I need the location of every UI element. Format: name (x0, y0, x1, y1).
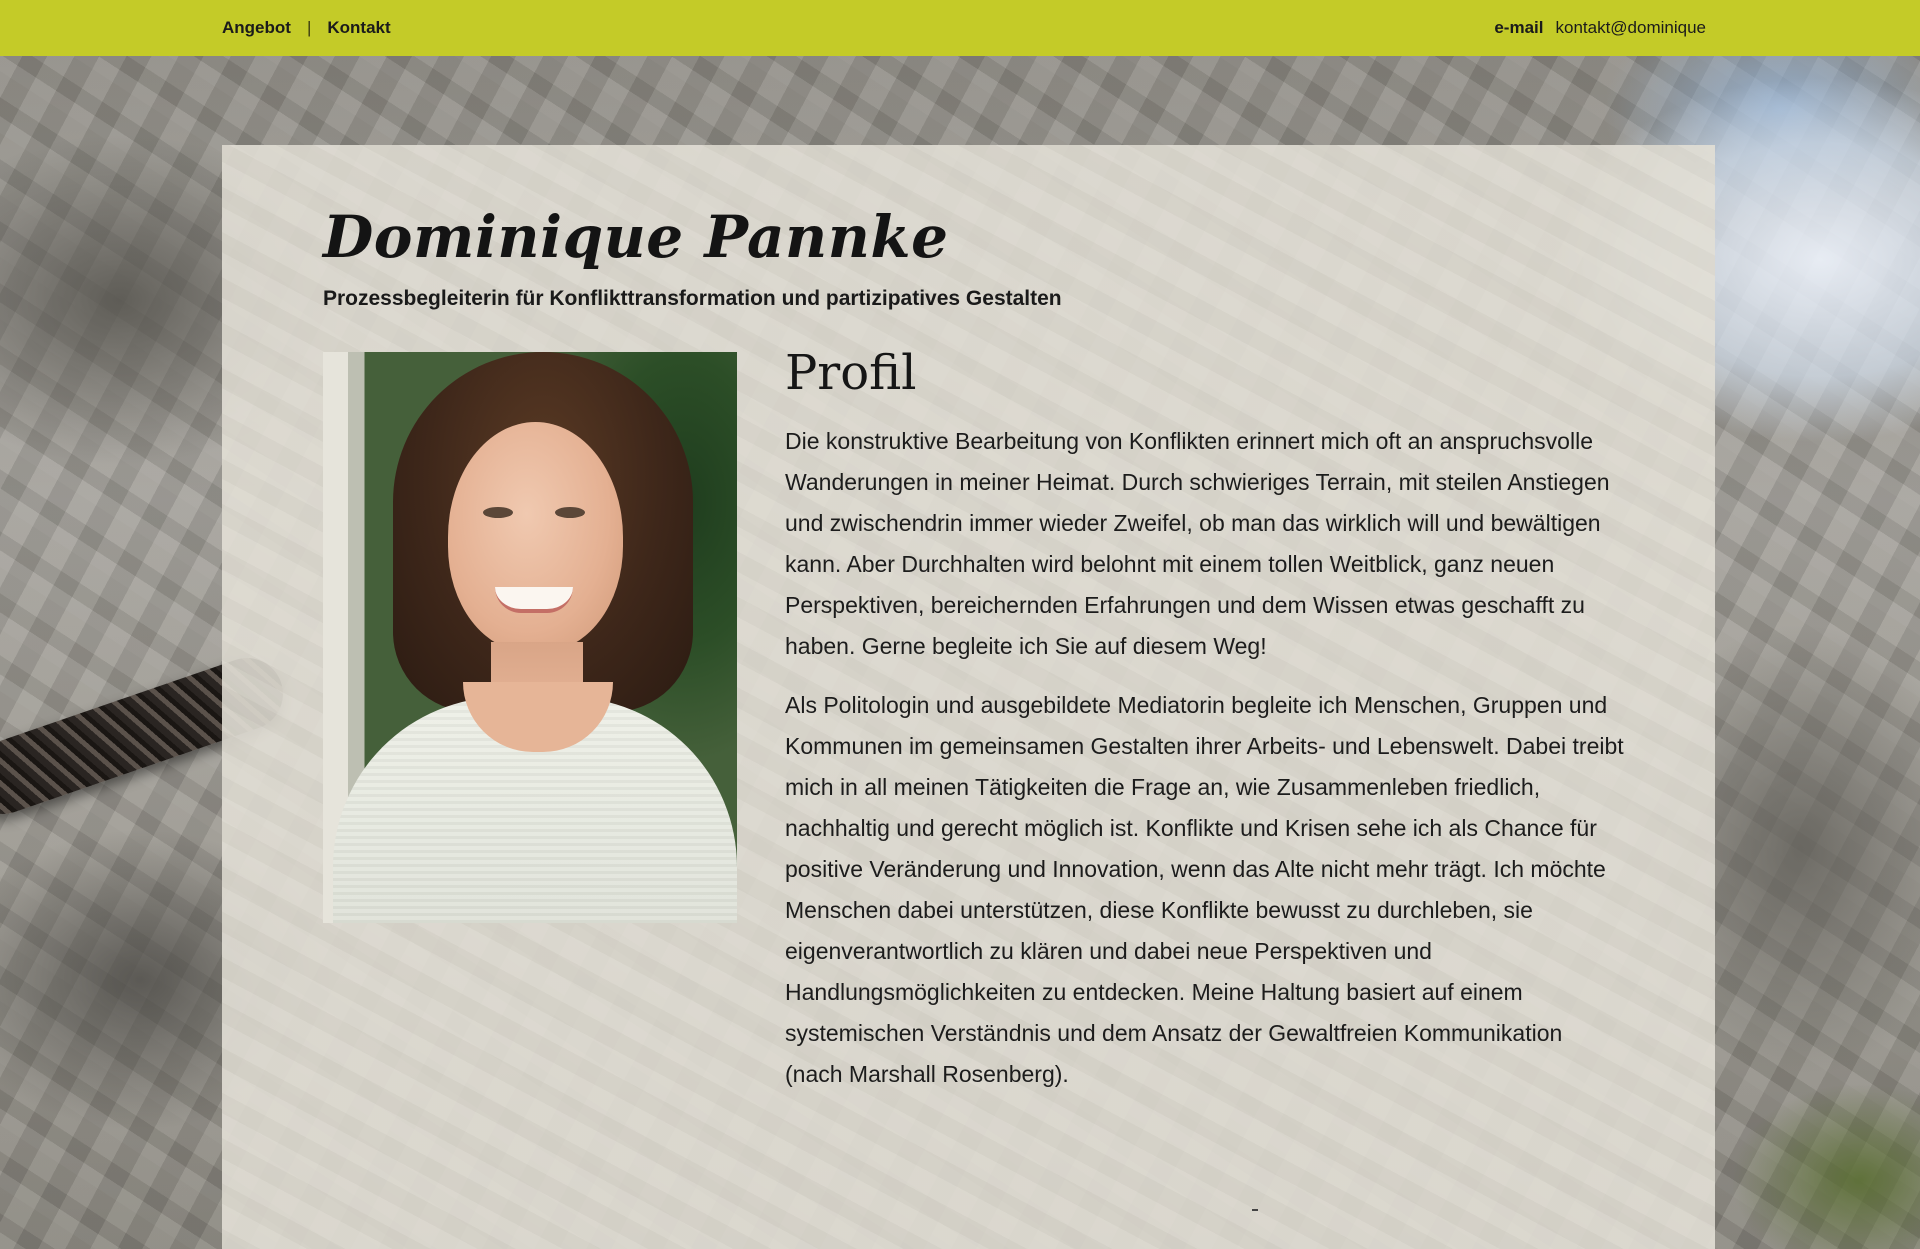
main-content-panel (222, 145, 1715, 1249)
site-title: Dominique Pannke (323, 203, 949, 271)
nav-item-kontakt[interactable]: Kontakt (327, 18, 391, 37)
divider-mark (1252, 1209, 1258, 1211)
site-subtitle: Prozessbegleiterin für Konflikttransformation und partizipatives Gestalten (323, 287, 1062, 310)
portrait-eye-left (483, 507, 513, 518)
email-link[interactable]: kontakt@dominique (1555, 18, 1706, 37)
portrait-photo (323, 352, 737, 923)
main-nav (222, 0, 391, 56)
portrait-eye-right (555, 507, 585, 518)
profile-paragraph-1: Die konstruktive Bearbeitung von Konflikten erinnert mich oft an anspruchsvolle Wanderungen in meiner Heimat. Durch schwieriges Terrain, mit steilen Anstiegen und zwischendrin immer wieder Zweifel, ob man das wirklich will und bewältigen kann. Aber Durchhalten wird belohnt mit einem tollen Weitblick, ganz neuen Perspektiven, bereichernden Erfahrungen und dem Wissen etwas geschafft zu haben. Gerne begleite ich Sie auf diesem Weg! (785, 428, 1610, 659)
profile-paragraph-2: Als Politologin und ausgebildete Mediatorin begleite ich Menschen, Gruppen und Kommunen im gemeinsamen Gestalten ihrer Arbeits- und Lebenswelt. Dabei treibt mich in all meinen Tätigkeiten die Frage an, wie Zusammenleben friedlich, nachhaltig und gerecht möglich ist. Konflikte und Krisen sehe ich als Chance für positive Veränderung und Innovation, wenn das Alte nicht mehr trägt. Ich möchte Menschen dabei unterstützen, diese Konflikte bewusst zu durchleben, sie eigenverantwortlich zu klären und dabei neue Perspektiven und Handlungsmöglichkeiten zu entdecken. Meine Haltung basiert auf einem systemischen Verständnis und dem Ansatz der Gewaltfreien Kommunikation (nach Marshall Rosenberg). (785, 692, 1624, 1087)
portrait-face (448, 422, 623, 652)
nav-separator: | (306, 18, 312, 37)
nav-item-angebot[interactable]: Angebot (222, 18, 291, 37)
top-navigation-bar (0, 0, 1920, 56)
header-contact (1494, 0, 1706, 56)
email-label: e-mail (1494, 18, 1544, 37)
profile-heading: Profil (785, 345, 917, 401)
profile-section (785, 345, 1625, 1113)
